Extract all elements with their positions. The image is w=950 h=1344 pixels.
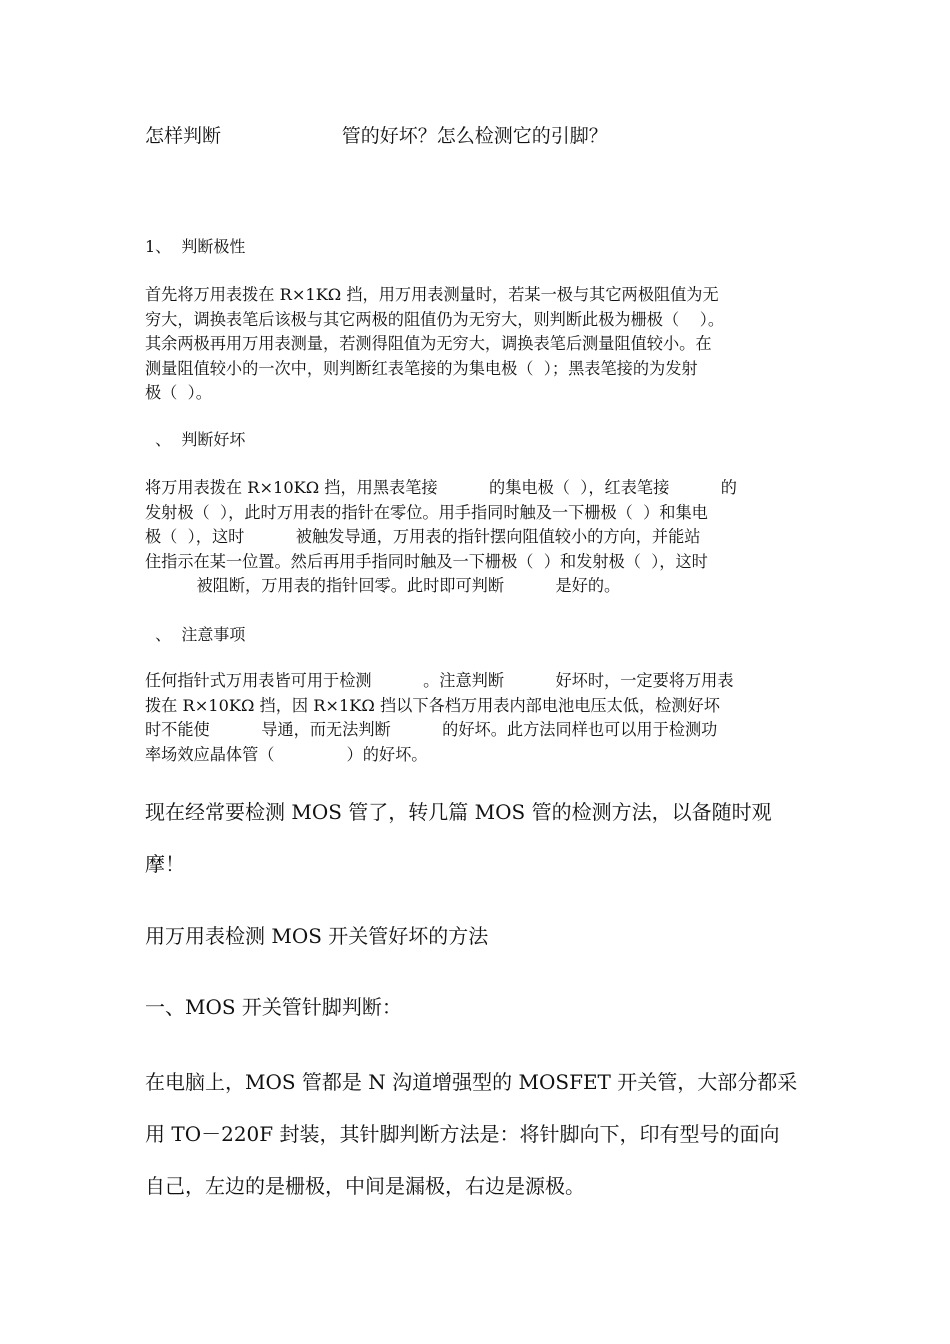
paragraph-line: 任何指针式万用表皆可用于检测 。注意判断 好坏时，一定要将万用表 xyxy=(145,671,734,690)
section1-paragraph xyxy=(145,283,810,406)
pins-heading: 一、MOS 开关管针脚判断： xyxy=(145,995,402,1019)
pins-paragraph xyxy=(145,1056,810,1212)
paragraph-line: 穷大，调换表笔后该极与其它两极的阻值仍为无穷大，则判断此极为栅极（ ）。 xyxy=(145,309,725,329)
section3-heading: 、 注意事项 xyxy=(145,625,246,644)
paragraph-line: 发射极（ ），此时万用表的指针在零位。用手指同时触及一下栅极（ ）和集电 xyxy=(145,502,708,522)
paragraph-line: 拨在 R×10KΩ 挡，因 R×1KΩ 挡以下各档万用表内部电池电压太低，检测好坏 xyxy=(145,695,720,715)
paragraph-line: 将万用表拨在 R×10KΩ 挡，用黑表笔接 的集电极（ ），红表笔接 的 xyxy=(145,478,737,497)
section1-heading: 1、 判断极性 xyxy=(145,237,246,256)
paragraph-line: 极（ ），这时 被触发导通，万用表的指针摆向阻值较小的方向，并能站 xyxy=(145,527,701,547)
paragraph-line: 率场效应晶体管（ ）的好坏。 xyxy=(145,744,428,764)
page-title: 怎样判断 管的好坏？怎么检测它的引脚？ xyxy=(145,125,608,147)
section2-paragraph xyxy=(145,476,810,599)
section2-heading: 、 判断好坏 xyxy=(145,430,246,449)
paragraph-line: 现在经常要检测 MOS 管了，转几篇 MOS 管的检测方法，以备随时观 xyxy=(145,800,772,824)
paragraph-line: 摩！ xyxy=(145,852,185,876)
paragraph-line: 在电脑上，MOS 管都是 N 沟道增强型的 MOSFET 开关管，大部分都采 xyxy=(145,1070,798,1094)
paragraph-line: 被阻断，万用表的指针回零。此时即可判断 是好的。 xyxy=(145,576,621,596)
paragraph-line: 自己，左边的是栅极，中间是漏极，右边是源极。 xyxy=(145,1174,585,1198)
note-paragraph xyxy=(145,786,810,890)
paragraph-line: 时不能使 导通，而无法判断 的好坏。此方法同样也可以用于检测功 xyxy=(145,720,718,740)
paragraph-line: 用 TO－220F 封装，其针脚判断方法是：将针脚向下，印有型号的面向 xyxy=(145,1122,780,1146)
paragraph-line: 测量阻值较小的一次中，则判断红表笔接的为集电极（ ）；黑表笔接的为发射 xyxy=(145,358,698,378)
paragraph-line: 首先将万用表拨在 R×1KΩ 挡，用万用表测量时，若某一极与其它两极阻值为无 xyxy=(145,285,719,304)
paragraph-line: 极（ ）。 xyxy=(145,383,212,403)
section3-paragraph xyxy=(145,669,810,767)
method-heading: 用万用表检测 MOS 开关管好坏的方法 xyxy=(145,924,489,948)
paragraph-line: 其余两极再用万用表测量，若测得阻值为无穷大，调换表笔后测量阻值较小。在 xyxy=(145,334,712,354)
paragraph-line: 住指示在某一位置。然后再用手指同时触及一下栅极（ ）和发射极（ ），这时 xyxy=(145,551,708,571)
